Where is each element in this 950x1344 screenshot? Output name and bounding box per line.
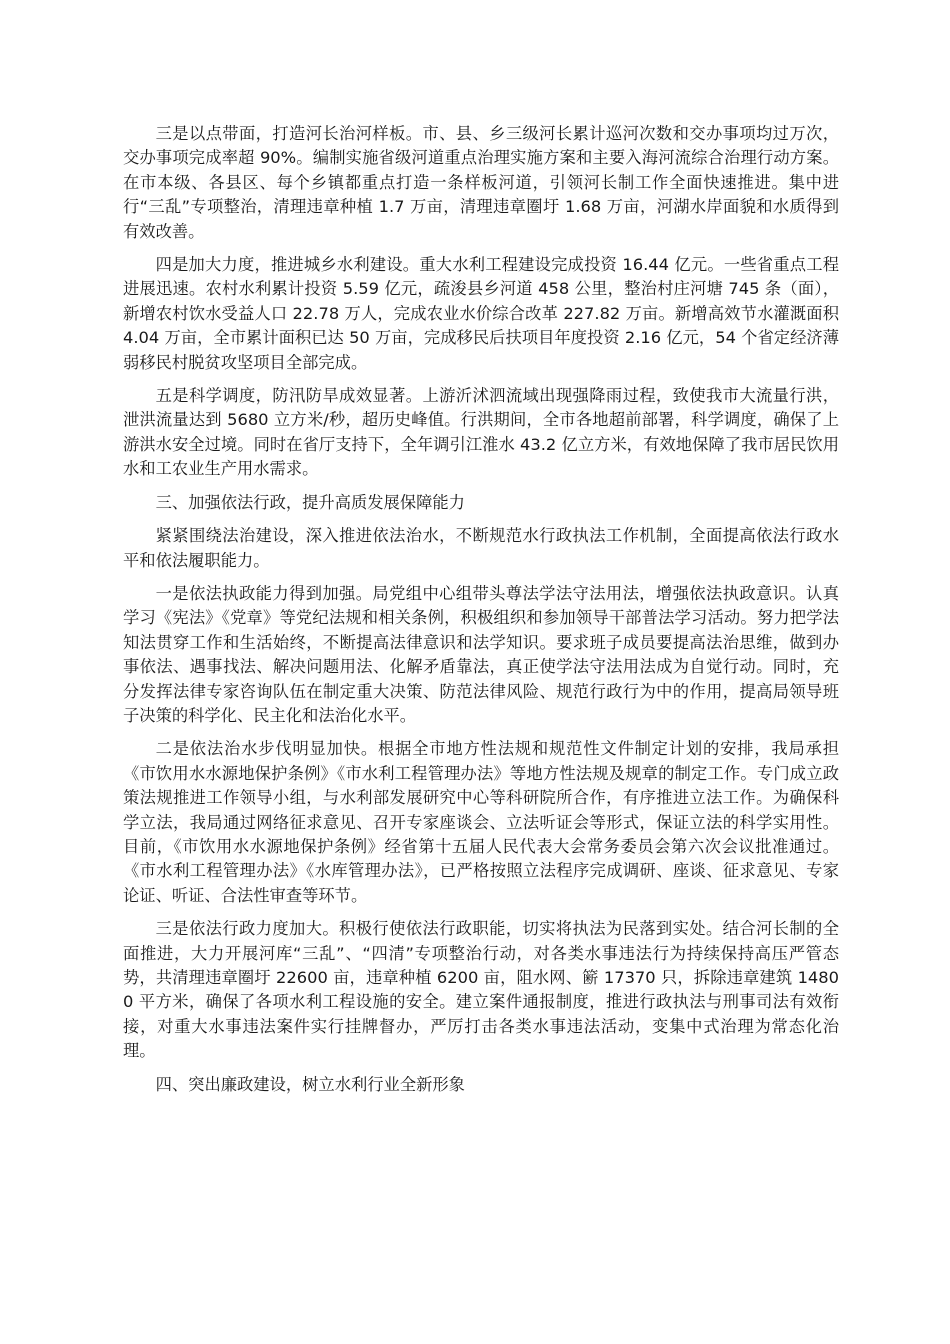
paragraph-rule-of-law-intro: 紧紧围绕法治建设，深入推进依法治水，不断规范水行政执法工作机制，全面提高依法行政水平和依法履职能力。: [123, 526, 839, 570]
paragraph-governance-capacity: 一是依法执政能力得到加强。局党组中心组带头尊法学法守法用法，增强依法执政意识。认真学习《宪法》《党章》等党纪法规和相关条例，积极组织和参加领导干部普法学习活动。努力把学法知法贯穿工作和生活始终，不断提高法律意识和法学知识。要求班子成员要提高法治思维，做到办事依法、遇事找法、解决问题用法、化解矛盾靠法，真正使学法守法用法成为自觉行动。同时，充分发挥法律专家咨询队伍在制定重大决策、防范法律风险、规范行政行为中的作用，提高局领导班子决策的科学化、民主化和法治化水平。: [123, 583, 839, 725]
paragraph-river-chief-model: 三是以点带面，打造河长治河样板。市、县、乡三级河长累计巡河次数和交办事项均过万次，交办事项完成率超 90%。编制实施省级河道重点治理实施方案和主要入海河流综合治理行动方案。在市本级、各县区、每个乡镇都重点打造一条样板河道，引领河长制工作全面快速推进。集中进行“三乱”专项整治，清理违章种植 1.7 万亩，清理违章圈圩 1.68 万亩，河湖水岸面貌和水质得到有效改善。: [123, 124, 839, 241]
paragraph-legislation: 二是依法治水步伐明显加快。根据全市地方性法规和规范性文件制定计划的安排，我局承担《市饮用水水源地保护条例》《市水利工程管理办法》等地方性法规及规章的制定工作。专门成立政策法规推进工作领导小组，与水利部发展研究中心等科研院所合作，有序推进立法工作。为确保科学立法，我局通过网络征求意见、召开专家座谈会、立法听证会等形式，保证立法的科学实用性。目前，《市饮用水水源地保护条例》经省第十五届人民代表大会常务委员会第六次会议批准通过。《市水利工程管理办法》《水库管理办法》，已严格按照立法程序完成调研、座谈、征求意见、专家论证、听证、合法性审查等环节。: [123, 739, 839, 905]
document-body: [123, 122, 839, 1106]
paragraph-water-construction: 四是加大力度，推进城乡水利建设。重大水利工程建设完成投资 16.44 亿元。一些省重点工程进展迅速。农村水利累计投资 5.59 亿元，疏浚县乡河道 458 公里，整治村庄河塘 745 条（面），新增农村饮水受益人口 22.78 万人，完成农业水价综合改革 227.82 万亩。新增高效节水灌溉面积 4.04 万亩，全市累计面积已达 50 万亩，完成移民后扶项目年度投资 2.16 亿元，54 个省定经济薄弱移民村脱贫攻坚项目全部完成。: [123, 255, 839, 372]
section-heading-integrity: 四、突出廉政建设，树立水利行业全新形象: [155, 1074, 465, 1094]
paragraph-enforcement: 三是依法行政力度加大。积极行使依法行政职能，切实将执法为民落到实处。结合河长制的全面推进，大力开展河库“三乱”、“四清”专项整治行动，对各类水事违法行为持续保持高压严管态势，共清理违章圈圩 22600 亩，违章种植 6200 亩，阻水网、簖 17370 只，拆除违章建筑 14800 平方米，确保了各项水利工程设施的安全。建立案件通报制度，推进行政执法与刑事司法有效衔接，对重大水事违法案件实行挂牌督办，严厉打击各类水事违法活动，变集中式治理为常态化治理。: [123, 919, 839, 1061]
section-heading-rule-of-law: 三、加强依法行政，提升高质发展保障能力: [155, 492, 465, 512]
paragraph-flood-control: 五是科学调度，防汛防旱成效显著。上游沂沭泗流域出现强降雨过程，致使我市大流量行洪，泄洪流量达到 5680 立方米/秒，超历史峰值。行洪期间，全市各地超前部署，科学调度，确保了上游洪水安全过境。同时在省厅支持下，全年调引江淮水 43.2 亿立方米，有效地保障了我市居民饮用水和工农业生产用水需求。: [123, 386, 839, 479]
